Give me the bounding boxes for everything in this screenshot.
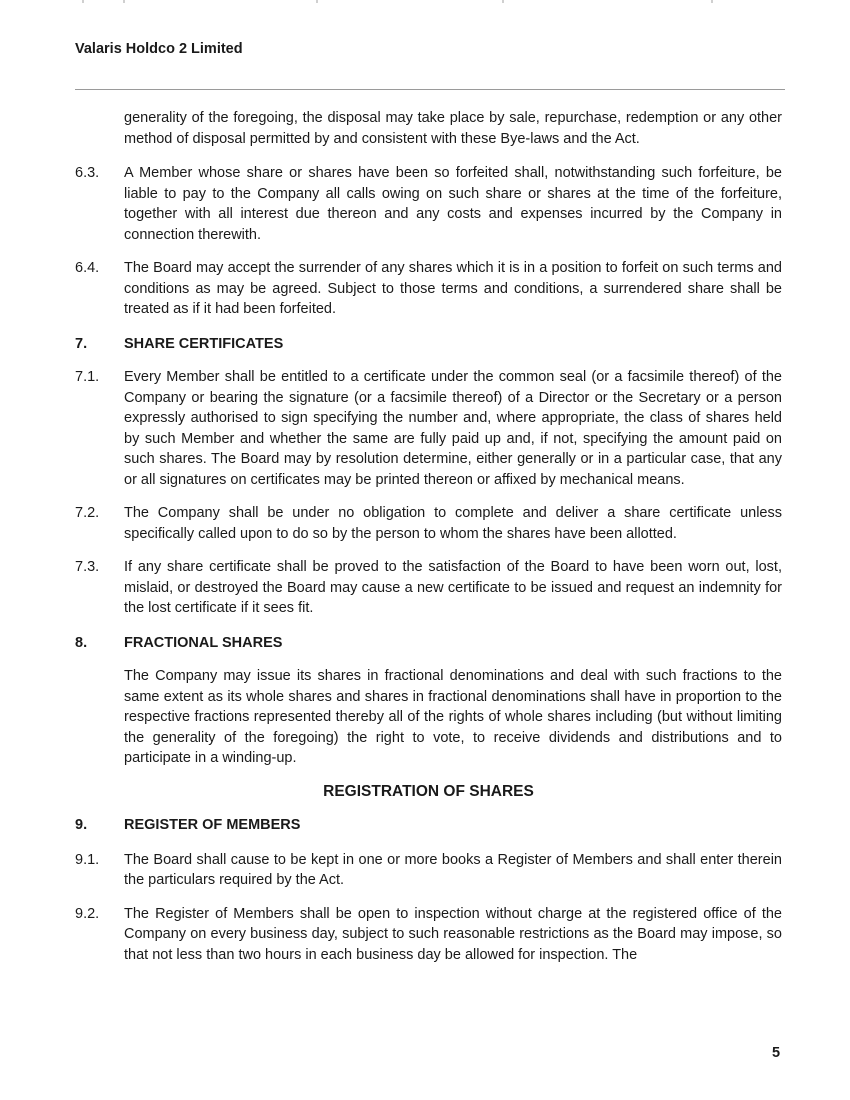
clause-number: 6.3.: [75, 165, 100, 181]
section-heading-8: [75, 633, 782, 654]
clause-text: The Board may accept the surrender of any shares which it is in a position to forfeit on such terms and conditions as may be agreed. Subject to those terms and conditions, a surrendered share shall be treated as if it had been forfeited.: [124, 260, 782, 317]
clause-7-1: [75, 367, 782, 490]
clause-text: The Register of Members shall be open to inspection without charge at the registered office of the Company on every business day, subject to such reasonable restrictions as the Board may impose, so that not less than two hours in each business day be allowed for inspection. The: [124, 905, 782, 963]
clause-7-3: [75, 557, 782, 619]
scan-mark: [316, 0, 318, 3]
section-title: FRACTIONAL SHARES: [124, 634, 283, 651]
paragraph-continuation: [75, 108, 782, 149]
clause-text: The Board shall cause to be kept in one or more books a Register of Members and shall enter therein the particulars required by the Act.: [124, 851, 782, 888]
section-number: 9.: [75, 817, 88, 833]
clause-text: If any share certificate shall be proved to the satisfaction of the Board to have been worn out, lost, mislaid, or destroyed the Board may cause a new certificate to be issued and request an indemnity for the lost certificate if it sees fit.: [124, 559, 782, 616]
clause-number: 7.1.: [75, 369, 100, 385]
clause-6-3: [75, 163, 782, 245]
clause-7-2: [75, 503, 782, 544]
clause-text: The Company may issue its shares in fractional denominations and deal with such fractions to the same extent as its whole shares and shares in fractional denominations shall have in proportion to the respective fractions represented thereby all of the rights of whole shares including (but without limiting the generality of the foregoing) the right to vote, to receive dividends and distributions and to participate in a winding-up.: [124, 668, 782, 766]
scan-mark: [502, 0, 504, 3]
clause-text: Every Member shall be entitled to a certificate under the common seal (or a facsimile thereof) of the Company or bearing the signature (or a facsimile thereof) of a Director or the Secretary or a person expressly authorised to sign specifying the number and, where appropriate, the class of shares held by such Member and whether the same are fully paid up and, if not, specifying the amount paid on such shares. The Board may by resolution determine, either generally or in a particular case, that any or all signatures on certificates may be printed thereon or affixed by mechanical means.: [124, 369, 782, 488]
section-title: REGISTER OF MEMBERS: [124, 817, 301, 833]
clause-9-1: [75, 850, 782, 891]
clause-number: 9.1.: [75, 851, 100, 868]
section-heading-9: [75, 815, 782, 836]
section-title: SHARE CERTIFICATES: [124, 335, 284, 352]
document-body: [75, 108, 782, 965]
clause-text: A Member whose share or shares have been so forfeited shall, notwithstanding such forfeiture, be liable to pay to the Company all calls owing on such share or shares at the time of the forfeiture, together with all interest due thereon and any costs and expenses incurred by the Company in connection therewith.: [124, 165, 782, 243]
company-name-header: Valaris Holdco 2 Limited: [75, 41, 243, 57]
scan-mark: [82, 0, 84, 3]
section-heading-7: [75, 334, 782, 355]
clause-number: 6.4.: [75, 260, 100, 276]
section-number: 7.: [75, 335, 88, 352]
clause-text: The Company shall be under no obligation to complete and deliver a share certificate unless specifically called upon to do so by the person to whom the shares have been allotted.: [124, 505, 782, 542]
scan-mark: [711, 0, 713, 3]
clause-number: 7.2.: [75, 505, 100, 521]
clause-number: 9.2.: [75, 905, 100, 922]
paragraph-text: generality of the foregoing, the disposal may take place by sale, repurchase, redemption or any other method of disposal permitted by and consistent with these Bye-laws and the Act.: [124, 110, 782, 147]
clause-9-2: [75, 904, 782, 966]
clause-number: 7.3.: [75, 559, 100, 575]
part-heading: REGISTRATION OF SHARES: [323, 782, 534, 800]
clause-8: [75, 666, 782, 769]
scan-mark: [123, 0, 125, 3]
clause-6-4: [75, 258, 782, 320]
section-number: 8.: [75, 634, 88, 651]
page-number: 5: [772, 1045, 781, 1061]
header-rule: [75, 89, 785, 90]
